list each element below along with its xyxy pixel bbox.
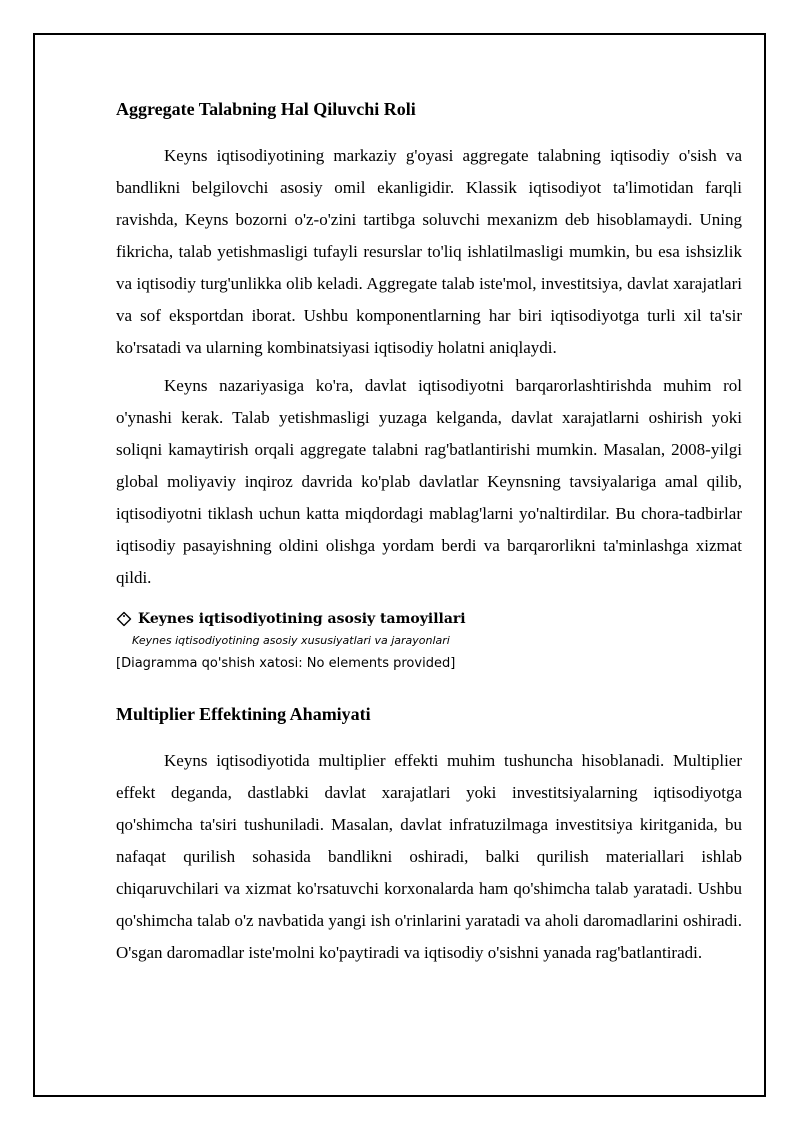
tag-icon [116, 611, 132, 627]
paragraph: Keyns iqtisodiyotining markaziy g'oyasi aggregate talabning iqtisodiy o'sish va bandlikni belgilovchi asosiy omil ekanligidir. Klassik iqtisodiyot ta'limotidan farqli ravishda, Keyns bozorni o'z-o'zini tartibga soluvchi mexanizm deb hisoblamaydi. Uning fikricha, talab yetishmasligi tufayli resurslar to'liq ishlatilmasligi mumkin, bu esa ishsizlik va iqtisodiy turg'unlikka olib keladi. Aggregate talab iste'mol, investitsiya, davlat xarajatlari va sof eksportdan iborat. Ushbu komponentlarning har biri iqtisodiyotga turli xil ta'sir ko'rsatadi va ularning kombinatsiyasi iqtisodiy holatni aniqlaydi. [116, 146, 742, 357]
section-heading-aggregate-demand: Aggregate Talabning Hal Qiluvchi Roli [116, 99, 416, 119]
diagram-title: Keynes iqtisodiyotining asosiy tamoyillari [138, 611, 466, 627]
diagram-title-row [116, 608, 742, 630]
section-heading-multiplier: Multiplier Effektining Ahamiyati [116, 704, 371, 724]
diagram-error-message: [Diagramma qo'shish xatosi: No elements provided] [116, 656, 456, 671]
diagram-subtitle: Keynes iqtisodiyotining asosiy xususiyatlari va jarayonlari [132, 634, 450, 647]
diagram-placeholder [116, 608, 742, 671]
paragraph: Keyns iqtisodiyotida multiplier effekti muhim tushuncha hisoblanadi. Multiplier effekt deganda, dastlabki davlat xarajatlari yoki investitsiyalarning iqtisodiyotga qo'shimcha ta'siri tushuniladi. Masalan, davlat infratuzilmaga investitsiya kiritganida, bu nafaqat qurilish sohasida bandlikni oshiradi, balki qurilish materiallari ishlab chiqaruvchilari va xizmat ko'rsatuvchi korxonalarda ham qo'shimcha talab yaratadi. Ushbu qo'shimcha talab o'z navbatida yangi ish o'rinlarini yaratadi va aholi daromadlarini oshiradi. O'sgan daromadlar iste'molni ko'paytiradi va iqtisodiy o'sishni yanada rag'batlantiradi. [116, 751, 742, 962]
document-content [116, 96, 742, 975]
paragraph: Keyns nazariyasiga ko'ra, davlat iqtisodiyotni barqarorlashtirishda muhim rol o'ynashi kerak. Talab yetishmasligi yuzaga kelganda, davlat xarajatlarni oshirish yoki soliqni kamaytirish orqali aggregate talabni rag'batlantirishi mumkin. Masalan, 2008-yilgi global moliyaviy inqiroz davrida ko'plab davlatlar Keynsning tavsiyalariga amal qilib, iqtisodiyotni tiklash uchun katta miqdordagi mablag'larni yo'naltirdilar. Bu chora-tadbirlar iqtisodiy pasayishning oldini olishga yordam berdi va barqarorlikni ta'minlashga xizmat qildi. [116, 376, 742, 587]
